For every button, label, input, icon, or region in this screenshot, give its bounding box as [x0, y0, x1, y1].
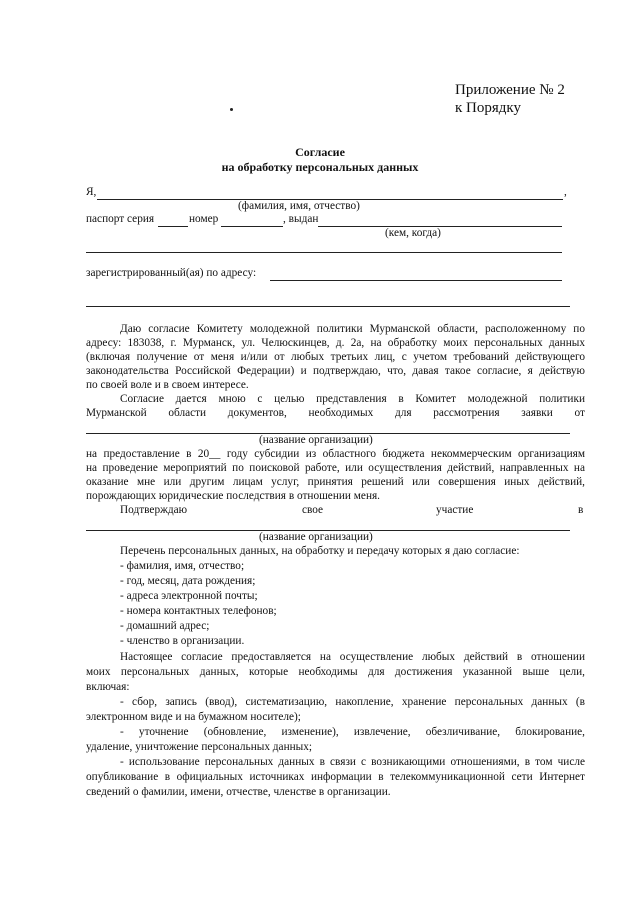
issued-field-2[interactable] [86, 252, 562, 253]
p2-word: области [168, 407, 207, 419]
confirm-word: Подтверждаю [120, 504, 188, 516]
ya-label: Я, [86, 186, 97, 198]
list-item: - номера контактных телефонов; [120, 605, 277, 617]
p4-line: включая: [86, 681, 130, 693]
organization-caption-2: (название организации) [259, 531, 373, 543]
p1-line: (включая получение от меня и/или от любых третьих лиц, с учетом требований действующего [86, 351, 585, 363]
p2-line: Согласие дается мною с целью представления в Комитет молодежной политики [120, 393, 585, 405]
p3-line: порождающих юридические последствия в отношении меня. [86, 490, 381, 502]
list-item: - домашний адрес; [120, 620, 210, 632]
fio-comma: , [564, 186, 567, 198]
p2-word: документов, [227, 407, 287, 419]
confirm-word: в [578, 504, 584, 516]
passport-number-label: номер [189, 213, 219, 225]
p1-line: законодательства Российской Федерации) и подтверждаю, что, давая такое согласие, я действую [86, 365, 585, 377]
organization-caption: (название организации) [259, 434, 373, 446]
p1-line: по своей воле и в своем интересе. [86, 379, 249, 391]
p2-word: заявки [521, 407, 553, 419]
issued-label: , выдан [283, 213, 319, 225]
list-item: - фамилия, имя, отчество; [120, 560, 245, 572]
p1-line: Даю согласие Комитету молодежной политики Мурманской области, расположенному по [120, 323, 585, 335]
list-item: - членство в организации. [120, 635, 245, 647]
p2-word: от [574, 407, 585, 419]
confirm-word: участие [436, 504, 474, 516]
list-intro: Перечень персональных данных, на обработку и передачу которых я даю согласие: [120, 545, 520, 557]
bullet-line: сведений о фамилии, имени, отчестве, членстве в организации. [86, 786, 391, 798]
p2-word: Мурманской [86, 407, 147, 419]
document-subtitle: на обработку персональных данных [221, 160, 419, 174]
address-field[interactable] [270, 280, 562, 281]
address-field-2[interactable] [86, 306, 570, 307]
passport-series-field[interactable] [158, 226, 188, 227]
p2-word: для [394, 407, 412, 419]
scan-speck [230, 108, 233, 111]
p4-line: Настоящее согласие предоставляется на осуществление любых действий в отношении [120, 651, 585, 663]
bullet-line: - сбор, запись (ввод), систематизацию, накопление, хранение персональных данных (в [120, 696, 585, 708]
issued-caption: (кем, когда) [385, 227, 441, 239]
bullet-line: опубликование в официальных источниках информации в телекоммуникационной сети Интернет [86, 771, 585, 783]
appendix-label: Приложение № 2 [455, 82, 565, 98]
confirm-word: свое [302, 504, 324, 516]
fio-caption: (фамилия, имя, отчество) [238, 200, 360, 212]
passport-series-label: паспорт серия [86, 213, 155, 225]
p2-word: рассмотрения [433, 407, 500, 419]
list-item: - год, месяц, дата рождения; [120, 575, 256, 587]
list-item: - адреса электронной почты; [120, 590, 258, 602]
bullet-line: - использование персональных данных в связи с возникающими отношениями, в том числе [120, 756, 585, 768]
bullet-line: - уточнение (обновление, изменение), извлечение, обезличивание, блокирование, [120, 726, 585, 738]
p3-line: на предоставление в 20__ году субсидии из областного бюджета некоммерческим организациям [86, 448, 585, 460]
p3-line: на проведение мероприятий по поисковой работе, или осуществления действий, направленных на [86, 462, 585, 474]
bullet-line: удаление, уничтожение персональных данных; [86, 741, 313, 753]
passport-number-field[interactable] [221, 226, 283, 227]
order-label: к Порядку [455, 100, 521, 116]
registered-label: зарегистрированный(ая) по адресу: [86, 267, 257, 279]
p3-line: оказание мне или другим лицам услуг, принятия решений или совершения иных действий, [86, 476, 585, 488]
bullet-line: электронном виде и на бумажном носителе); [86, 711, 301, 723]
document-title: Согласие [295, 145, 345, 159]
p4-line: моих персональных данных, которые необходимы для достижения указанной выше цели, [86, 666, 585, 678]
p2-word: необходимых [308, 407, 374, 419]
p1-line: адресу: 183038, г. Мурманск, ул. Челюскинцев, д. 2а, на обработку моих персональных данных [86, 337, 585, 349]
p2-line-2 [86, 407, 585, 419]
